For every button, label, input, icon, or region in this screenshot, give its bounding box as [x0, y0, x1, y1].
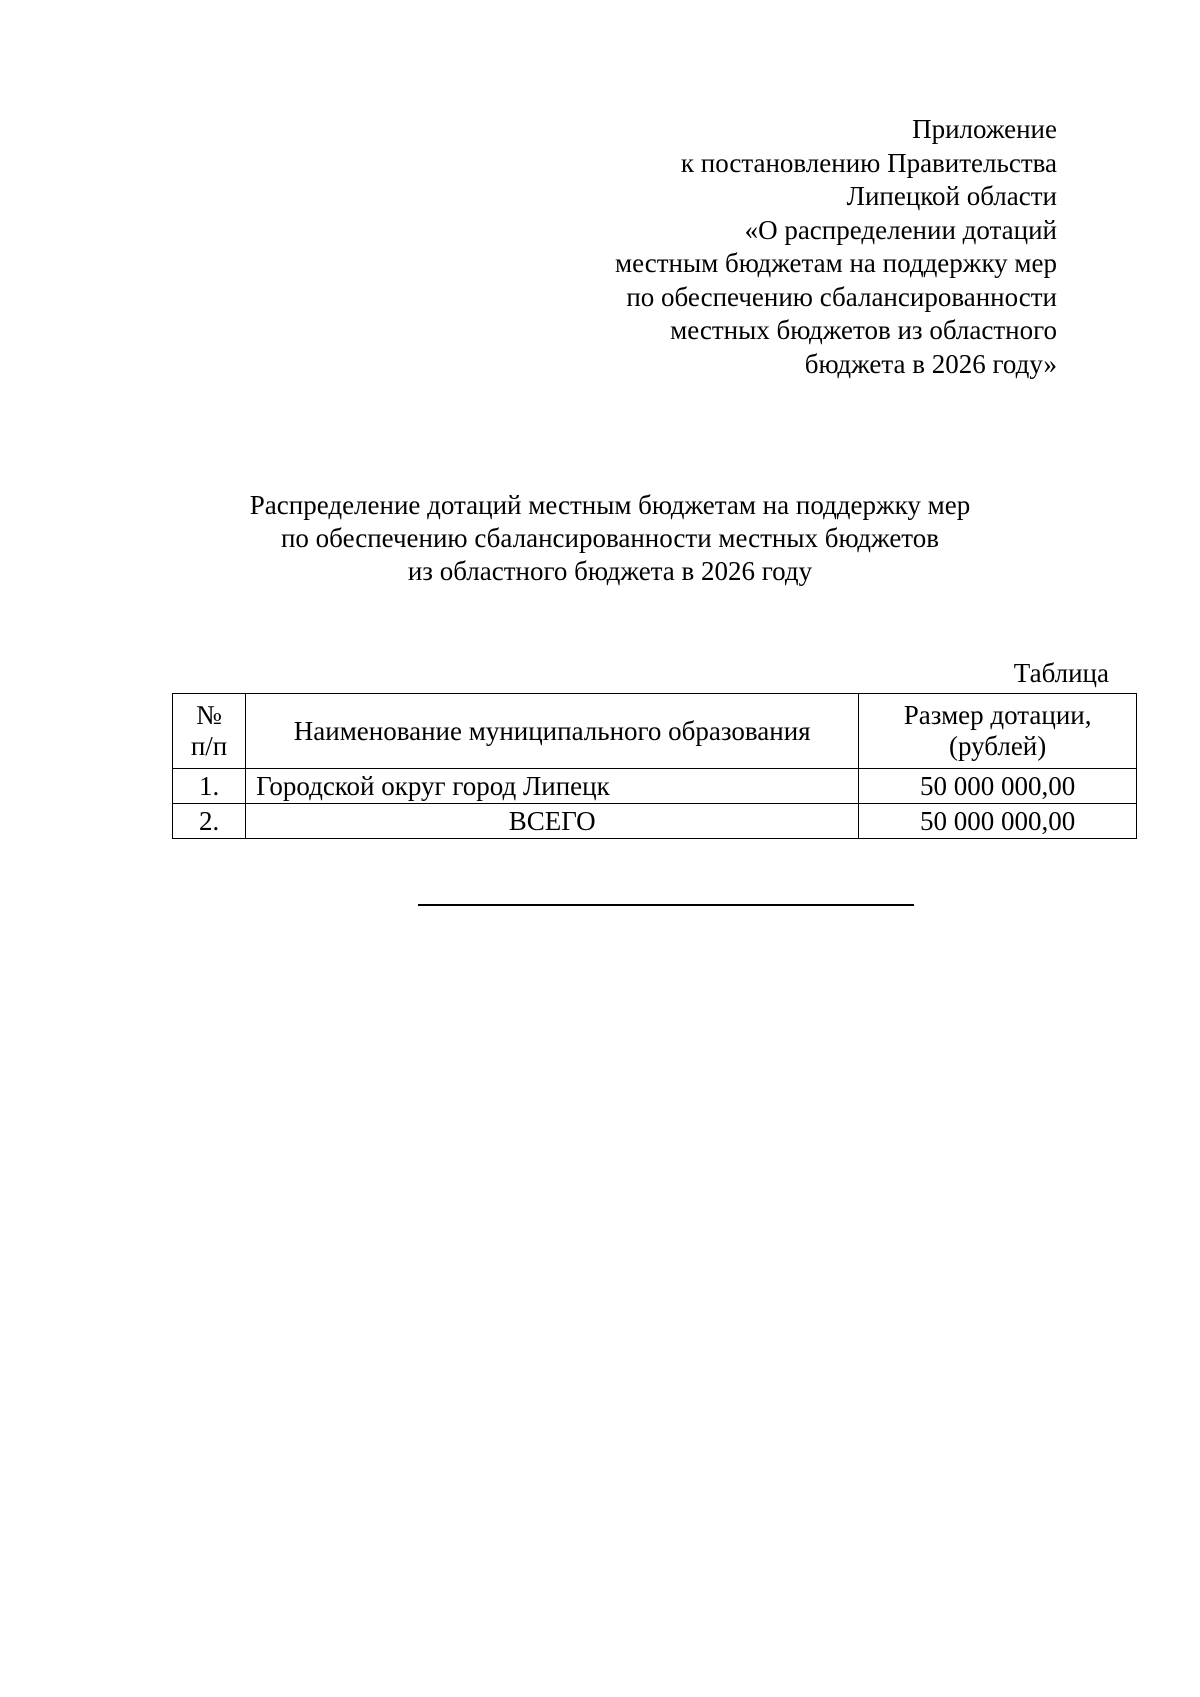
title-line: из областного бюджета в 2026 году: [407, 556, 813, 586]
title-line: Распределение дотаций местным бюджетам на поддержку мер: [249, 490, 971, 520]
title-line: по обеспечению сбалансированности местных бюджетов: [280, 523, 940, 553]
header-amount-line2: (рублей): [949, 731, 1047, 761]
appendix-line: бюджета в 2026 году»: [804, 348, 1057, 379]
table-row: [173, 769, 1137, 804]
row-number: 1.: [173, 769, 246, 804]
header-number-line2: п/п: [190, 731, 228, 761]
header-amount: [859, 694, 1137, 769]
appendix-line: «О распределении дотаций: [744, 214, 1057, 245]
appendix-header: [497, 113, 1057, 381]
appendix-line: Приложение: [912, 114, 1057, 144]
appendix-line: местных бюджетов из областного: [670, 315, 1057, 345]
table-caption: Таблица: [1013, 658, 1109, 688]
header-name: Наименование муниципального образования: [246, 694, 859, 769]
row-number: 2.: [173, 804, 246, 839]
appendix-line: Липецкой области: [846, 181, 1057, 211]
row-name: ВСЕГО: [246, 804, 859, 839]
distribution-table: [172, 693, 1137, 839]
header-number-line1: №: [196, 700, 222, 730]
document-title: [210, 489, 1010, 588]
table-row-total: [173, 804, 1137, 839]
row-name: Городской округ город Липецк: [246, 769, 859, 804]
appendix-line: к постановлению Правительства: [680, 147, 1057, 178]
header-amount-line1: Размер дотации,: [903, 700, 1092, 730]
appendix-line: местным бюджетам на поддержку мер: [615, 248, 1057, 278]
row-amount: 50 000 000,00: [859, 804, 1137, 839]
table-header-row: [173, 694, 1137, 769]
end-divider: [418, 904, 914, 906]
header-number: [173, 694, 246, 769]
appendix-line: по обеспечению сбалансированности: [626, 281, 1057, 312]
row-amount: 50 000 000,00: [859, 769, 1137, 804]
